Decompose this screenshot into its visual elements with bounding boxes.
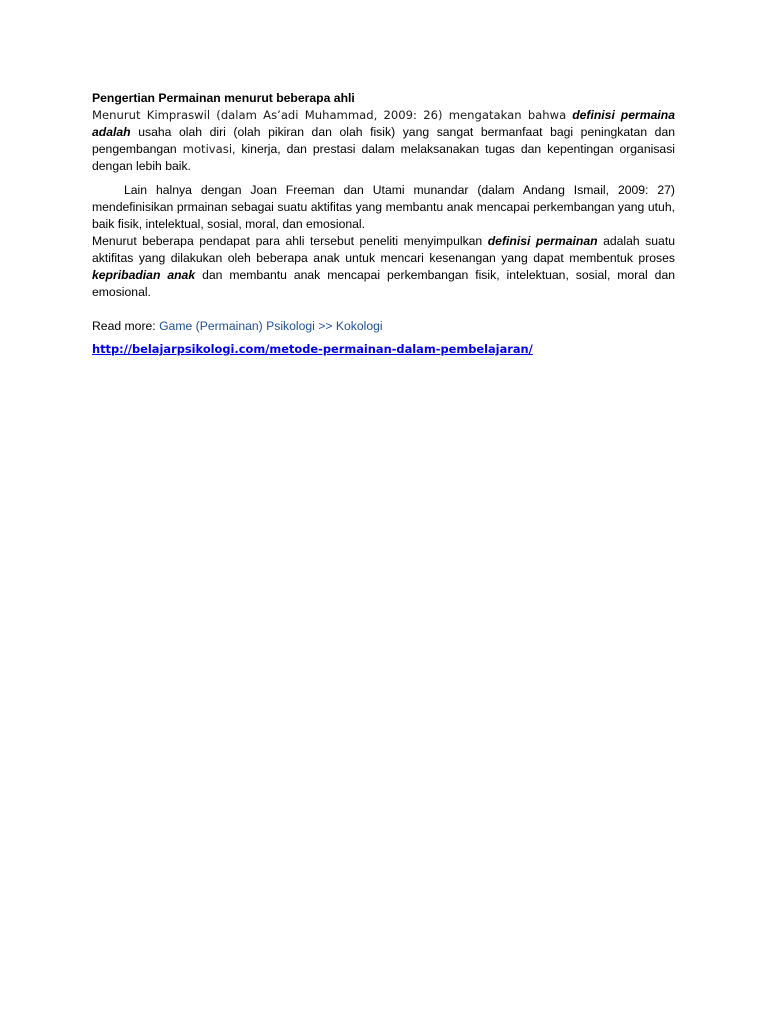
document-title: Pengertian Permainan menurut beberapa ahli xyxy=(92,91,355,105)
paragraph-1-intro: Menurut Kimpraswil (dalam As’adi Muhammad, 2009: 26) mengatakan bahwa xyxy=(92,108,567,122)
term-motivasi: motivasi xyxy=(182,142,233,156)
term-definisi-permaina: definisi permaina adalah xyxy=(92,108,675,139)
paragraph-3-body: adalah suatu aktifitas yang dilakukan oleh beberapa anak untuk mencari kesenangan yang dapat membentuk proses xyxy=(92,234,675,265)
read-more-line xyxy=(92,318,675,335)
paragraph-3 xyxy=(92,233,675,301)
read-more-label: Read more: xyxy=(92,319,156,333)
paragraph-1-end: , kinerja, dan prestasi dalam melaksanakan tugas dan kepentingan organisasi dengan lebih baik. xyxy=(92,142,675,173)
document-page xyxy=(92,90,675,358)
paragraph-3-intro: Menurut beberapa pendapat para ahli tersebut peneliti menyimpulkan xyxy=(92,234,483,248)
paragraph-3-end: dan membantu anak mencapai perkembangan fisik, intelektuan, sosial, moral dan emosional. xyxy=(92,268,675,299)
paragraph-1-body: usaha olah diri (olah pikiran dan olah fisik) yang sangat bermanfaat bagi peningkatan dan pengembangan xyxy=(92,125,676,156)
paragraph-2: Lain halnya dengan Joan Freeman dan Utami munandar (dalam Andang Ismail, 2009: 27) mendefinisikan prmainan sebagai suatu aktifitas yang membantu anak mencapai perkembangan yang utuh, baik fisik, intelektual, sosial, moral, dan emosional. xyxy=(92,183,675,231)
term-kepribadian-anak: kepribadian anak xyxy=(92,268,196,282)
paragraph-1 xyxy=(92,107,675,175)
term-definisi-permainan: definisi permainan xyxy=(487,234,598,248)
url-line xyxy=(92,341,675,358)
source-url-link[interactable]: http://belajarpsikologi.com/metode-permainan-dalam-pembelajaran/ xyxy=(92,342,533,356)
read-more-link[interactable]: Game (Permainan) Psikologi >> Kokologi xyxy=(159,319,383,333)
